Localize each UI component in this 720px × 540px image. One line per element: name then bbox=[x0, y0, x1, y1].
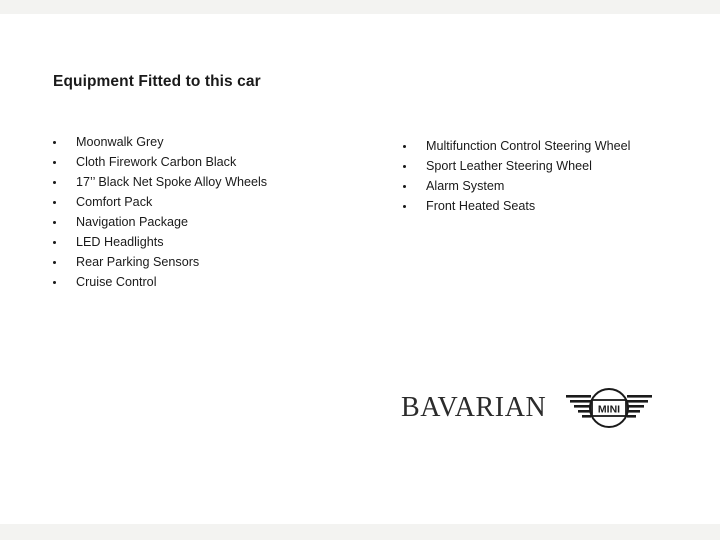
list-item: Moonwalk Grey bbox=[53, 132, 267, 152]
mini-logo-text: MINI bbox=[598, 403, 621, 416]
list-item: 17’’ Black Net Spoke Alloy Wheels bbox=[53, 172, 267, 192]
page-title: Equipment Fitted to this car bbox=[53, 73, 261, 90]
equipment-page bbox=[0, 14, 720, 524]
list-item: Sport Leather Steering Wheel bbox=[403, 156, 630, 176]
list-item: Comfort Pack bbox=[53, 192, 267, 212]
list-item: Navigation Package bbox=[53, 212, 267, 232]
mini-wings-logo-icon bbox=[564, 386, 654, 430]
list-item: Multifunction Control Steering Wheel bbox=[403, 136, 630, 156]
list-item: Alarm System bbox=[403, 176, 630, 196]
list-item: LED Headlights bbox=[53, 232, 267, 252]
dealer-branding bbox=[401, 386, 654, 430]
list-item: Cloth Firework Carbon Black bbox=[53, 152, 267, 172]
dealer-wordmark: BAVARIAN bbox=[401, 392, 547, 423]
equipment-list-left bbox=[53, 132, 267, 292]
list-item: Rear Parking Sensors bbox=[53, 252, 267, 272]
list-item: Front Heated Seats bbox=[403, 196, 630, 216]
equipment-list-right bbox=[403, 136, 630, 216]
list-item: Cruise Control bbox=[53, 272, 267, 292]
